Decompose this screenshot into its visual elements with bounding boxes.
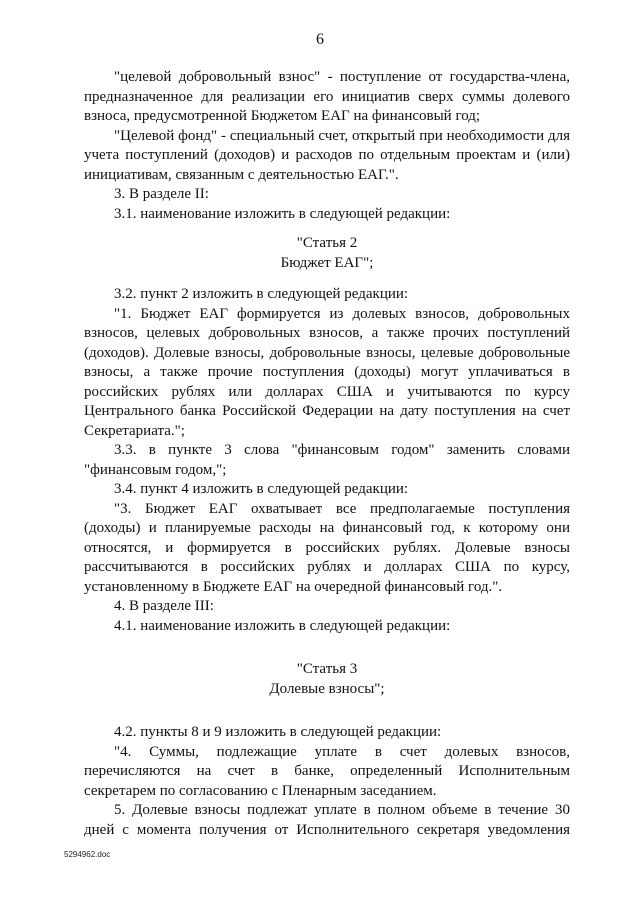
paragraph: 4.2. пункты 8 и 9 изложить в следующей редакции: <box>114 724 442 740</box>
article-3-heading: "Статья 3 <box>296 661 358 677</box>
paragraph: "4. Суммы, подлежащие уплате в счет долевых взносов, перечисляются на счет в банке, определенный Исполнительным секретарем по согласованию с Пленарным заседанием. <box>84 743 570 799</box>
paragraph: 4.1. наименование изложить в следующей редакции: <box>114 617 451 634</box>
paragraph: 5. Долевые взносы подлежат уплате в полном объеме в течение 30 дней с момента получения от Исполнительного секретаря уведомления <box>84 802 570 838</box>
article-3-title: Долевые взносы"; <box>269 680 385 697</box>
paragraph: "1. Бюджет ЕАГ формируется из долевых взносов, добровольных взносов, целевых добровольных взносов, а также прочих поступлений (доходов). Долевые взносы, добровольные взносы, целевые добровольные взносы, а также прочие поступления (доходы) могут уплачиваться в российских рублях или долларах США и учитываются по курсу Центрального банка Российской Федерации на дату поступления на счет Секретариата."; <box>84 305 570 439</box>
page-number: 6 <box>316 31 324 48</box>
paragraph: "целевой добровольный взнос" - поступление от государства-члена, предназначенное для реализации его инициатив сверх суммы долевого взноса, предусмотренной Бюджетом ЕАГ на финансовый год; <box>84 69 570 124</box>
paragraph: 3.3. в пункте 3 слова "финансовым годом" заменить словами "финансовым годом,"; <box>84 442 570 478</box>
paragraph: 3.2. пункт 2 изложить в следующей редакции: <box>114 286 409 302</box>
paragraph: 3.1. наименование изложить в следующей редакции: <box>114 205 451 222</box>
paragraph: 3.4. пункт 4 изложить в следующей редакции: <box>114 481 409 497</box>
paragraph: "Целевой фонд" - специальный счет, открытый при необходимости для учета поступлений (доходов) и расходов по отдельным проектам и (или) инициативам, связанным с деятельностью ЕАГ.". <box>84 127 570 183</box>
paragraph: 3. В разделе II: <box>114 186 209 202</box>
article-2-heading: "Статья 2 <box>296 235 358 251</box>
document-body <box>84 68 570 840</box>
paragraph: 4. В разделе III: <box>114 598 214 614</box>
article-2-title: Бюджет ЕАГ"; <box>280 254 374 271</box>
file-name-footer: 5294962.doc <box>64 850 111 859</box>
paragraph: "3. Бюджет ЕАГ охватывает все предполагаемые поступления (доходы) и планируемые расходы на финансовый год, к которому они относятся, и формируется в российских рублях. Долевые взносы рассчитываются в российских рублях и долларах США по курсу, установленному в Бюджете ЕАГ на очередной финансовый год.". <box>84 500 570 595</box>
